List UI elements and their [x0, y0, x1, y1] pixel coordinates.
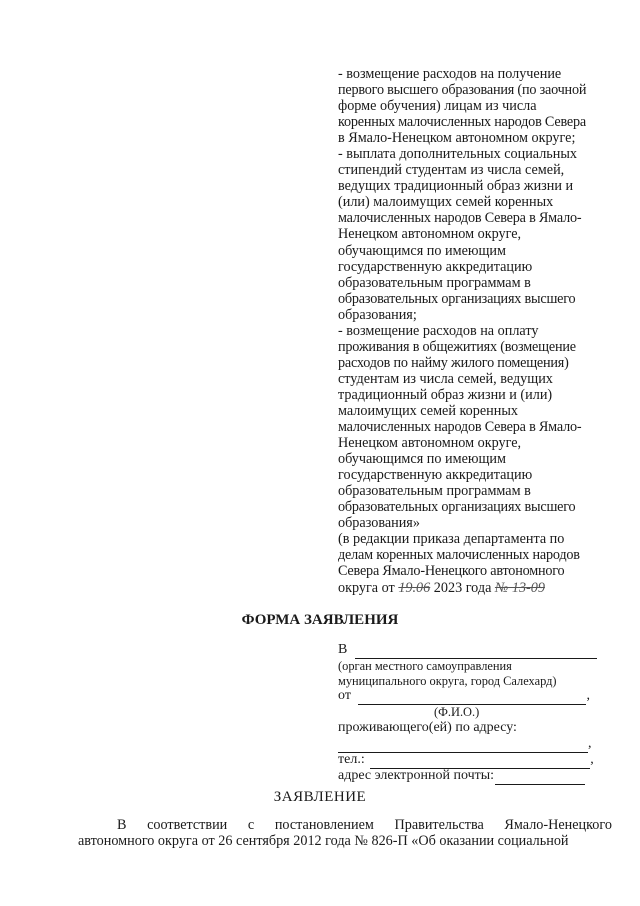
- note-line: образования»: [338, 515, 420, 532]
- fio-field[interactable]: [358, 688, 586, 705]
- note-line: образовательным программам в: [338, 274, 531, 291]
- note-line: первого высшего образования (по заочной: [338, 82, 587, 99]
- phone-label: тел.:: [338, 752, 365, 767]
- phone-suffix: ,: [590, 752, 594, 767]
- org-caption-2: муниципального округа, город Салехард): [338, 674, 557, 688]
- email-row: [338, 768, 585, 785]
- email-field[interactable]: [495, 768, 585, 785]
- body-line-1: [78, 817, 612, 833]
- statement-title: ЗАЯВЛЕНИЕ: [273, 789, 367, 805]
- note-line: студентам из числа семей, ведущих: [338, 370, 553, 387]
- org-caption-1: (орган местного самоуправления: [338, 659, 512, 673]
- note-line: стипендий студентам из числа семей,: [338, 162, 565, 179]
- note-line: расходов по найму жилого помещения): [338, 354, 569, 371]
- email-label: адрес электронной почты:: [338, 768, 495, 783]
- note-line: Ненецком автономном округе,: [338, 435, 522, 452]
- body-word: постановлением: [274, 817, 374, 833]
- note-line: коренных малочисленных народов Севера: [338, 114, 586, 131]
- note-line: обучающимся по имеющим: [338, 451, 506, 468]
- body-word: Правительства: [394, 817, 484, 833]
- residing-label: проживающего(ей) по адресу:: [338, 720, 517, 735]
- body-word: с: [247, 817, 255, 833]
- note-line: форме обучения) лицам из числа: [338, 98, 537, 115]
- amendment-note: [338, 66, 616, 596]
- from-suffix: ,: [586, 688, 590, 703]
- note-last-line: [338, 580, 616, 596]
- note-line: государственную аккредитацию: [338, 258, 533, 275]
- note-lines: [338, 66, 616, 596]
- to-label: В: [338, 642, 348, 657]
- note-line: - возмещение расходов на оплату: [338, 322, 539, 339]
- form-title: ФОРМА ЗАЯВЛЕНИЯ: [241, 612, 399, 628]
- to-row: [338, 642, 597, 659]
- statement-body: [78, 817, 612, 849]
- body-line-2: автономного округа от 26 сентября 2012 года № 826-П «Об оказании социальной: [78, 833, 569, 849]
- authority-field[interactable]: [355, 642, 597, 659]
- note-line: (в редакции приказа департамента по: [338, 531, 565, 548]
- note-line: обучающимся по имеющим: [338, 242, 506, 259]
- address-field[interactable]: [338, 736, 588, 753]
- note-line: Севера Ямало-Ненецкого автономного: [338, 563, 565, 580]
- note-line: образовательным программам в: [338, 483, 531, 500]
- note-line: - возмещение расходов на получение: [338, 66, 562, 82]
- note-line: Ненецком автономном округе,: [338, 226, 522, 243]
- body-word: Ямало-Ненецкого: [504, 817, 612, 833]
- note-last-prefix: округа от: [338, 579, 399, 596]
- address-row: [338, 736, 592, 753]
- note-line: образования;: [338, 306, 417, 323]
- note-line: малочисленных народов Севера в Ямало-: [338, 419, 582, 436]
- address-suffix: ,: [588, 736, 592, 751]
- note-line: в Ямало-Ненецком автономном округе;: [338, 130, 576, 147]
- note-line: государственную аккредитацию: [338, 467, 533, 484]
- note-line: - выплата дополнительных социальных: [338, 146, 577, 163]
- from-row: [338, 688, 590, 705]
- body-word: соответствии: [147, 817, 228, 833]
- fio-caption: (Ф.И.О.): [434, 705, 480, 719]
- note-line: ведущих традиционный образ жизни и: [338, 178, 574, 195]
- note-line: образовательных организациях высшего: [338, 290, 576, 307]
- note-line: образовательных организациях высшего: [338, 499, 576, 516]
- note-line: делам коренных малочисленных народов: [338, 547, 580, 564]
- note-line: малочисленных народов Севера в Ямало-: [338, 210, 582, 227]
- note-line: проживания в общежитиях (возмещение: [338, 338, 576, 355]
- note-last-middle: 2023 года: [430, 579, 495, 596]
- note-line: (или) малоимущих семей коренных: [338, 194, 554, 211]
- phone-field[interactable]: [370, 752, 590, 769]
- from-label: от: [338, 688, 351, 703]
- handwritten-number: № 13-09: [494, 579, 545, 596]
- note-line: традиционный образ жизни и (или): [338, 386, 553, 403]
- note-line: малоимущих семей коренных: [338, 402, 518, 419]
- handwritten-date: 19.06: [398, 579, 431, 596]
- phone-row: [338, 752, 594, 769]
- body-word: В: [117, 817, 127, 833]
